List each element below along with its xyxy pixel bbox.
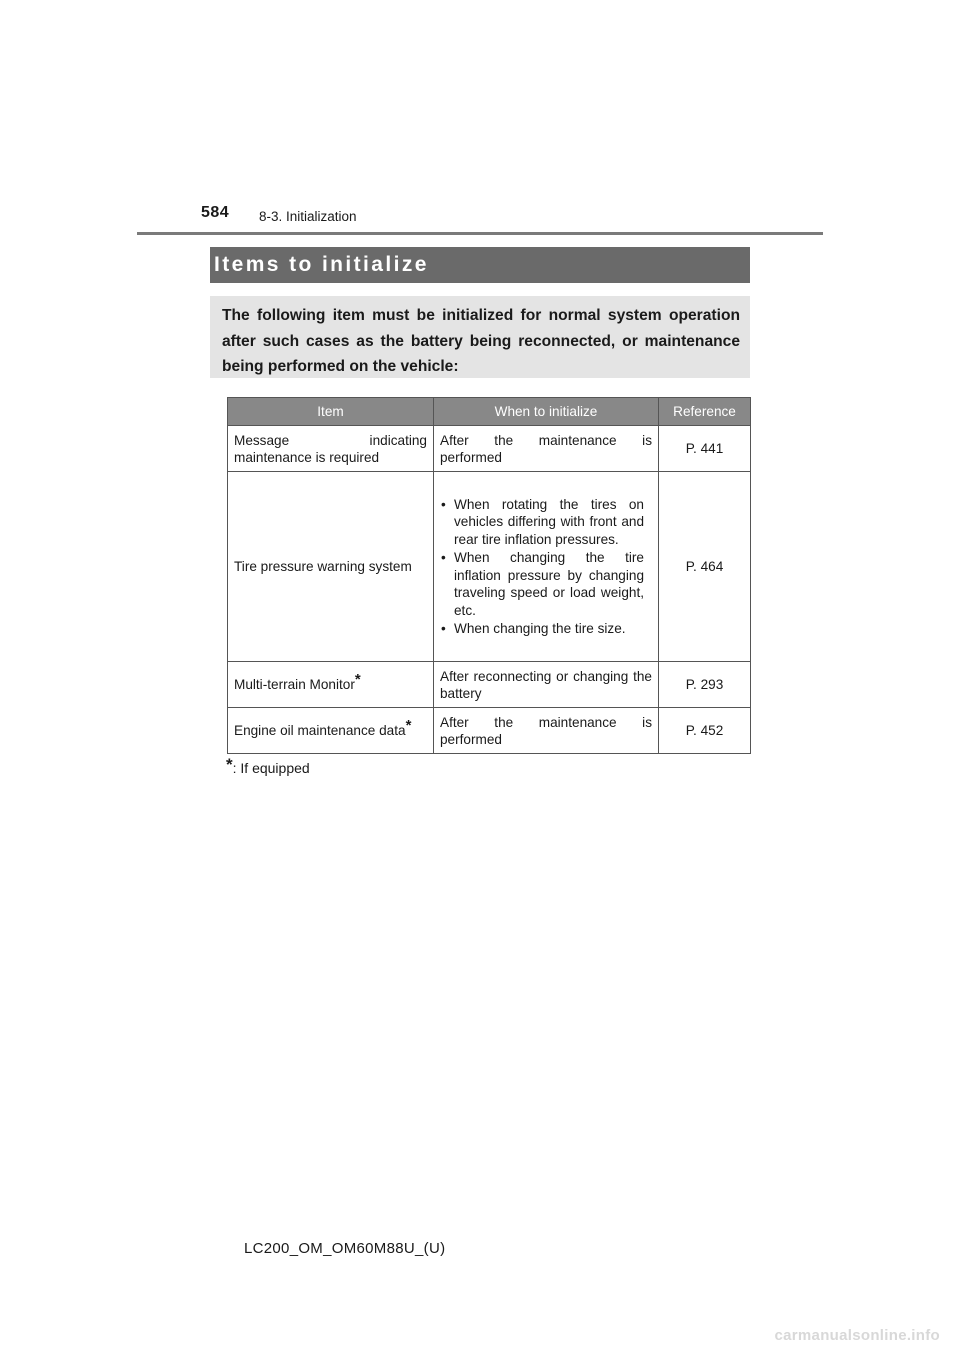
watermark: carmanualsonline.info	[774, 1327, 940, 1344]
column-header-when: When to initialize	[434, 398, 659, 426]
item-label: Engine oil maintenance data	[234, 723, 406, 738]
footnote-mark: *	[354, 671, 361, 688]
page-number: 584	[201, 204, 230, 221]
list-item: • When rotating the tires on vehicles differing with front and rear tire inflation pressures.	[440, 496, 644, 549]
intro-text: The following item must be initialized for normal system operation after such cases as the battery being reconnected, or maintenance being performed on the vehicle:	[222, 307, 740, 375]
footnote-text: : If equipped	[232, 760, 310, 776]
initialization-table	[227, 397, 751, 754]
table-row	[228, 708, 751, 754]
cell-item: Tire pressure warning system	[228, 472, 434, 662]
cell-reference: P. 452	[659, 708, 751, 754]
footnote-mark: *	[405, 717, 412, 734]
cell-item: Message indicating maintenance is required	[228, 426, 434, 472]
item-label: Multi-terrain Monitor	[234, 677, 355, 692]
cell-when	[434, 472, 659, 662]
column-header-reference: Reference	[659, 398, 751, 426]
document-code: LC200_OM_OM60M88U_(U)	[244, 1240, 446, 1257]
footnote-mark: *	[226, 755, 233, 774]
when-list	[440, 496, 652, 638]
table-header-row	[228, 398, 751, 426]
section-title: Items to initialize	[214, 253, 429, 276]
table-row	[228, 472, 751, 662]
cell-when: After the maintenance is performed	[434, 708, 659, 754]
cell-reference: P. 293	[659, 662, 751, 708]
cell-reference: P. 464	[659, 472, 751, 662]
header-rule	[137, 232, 823, 235]
list-item: • When changing the tire inflation pressure by changing traveling speed or load weight, etc.	[440, 549, 644, 620]
table-row	[228, 662, 751, 708]
footnote	[226, 755, 310, 776]
cell-item	[228, 708, 434, 754]
section-label: 8-3. Initialization	[259, 209, 357, 224]
cell-item	[228, 662, 434, 708]
intro-box	[210, 296, 750, 378]
cell-when: After the maintenance is performed	[434, 426, 659, 472]
column-header-item: Item	[228, 398, 434, 426]
table-row	[228, 426, 751, 472]
list-item: • When changing the tire size.	[440, 620, 644, 638]
cell-reference: P. 441	[659, 426, 751, 472]
title-bar	[210, 247, 750, 283]
cell-when: After reconnecting or changing the battery	[434, 662, 659, 708]
